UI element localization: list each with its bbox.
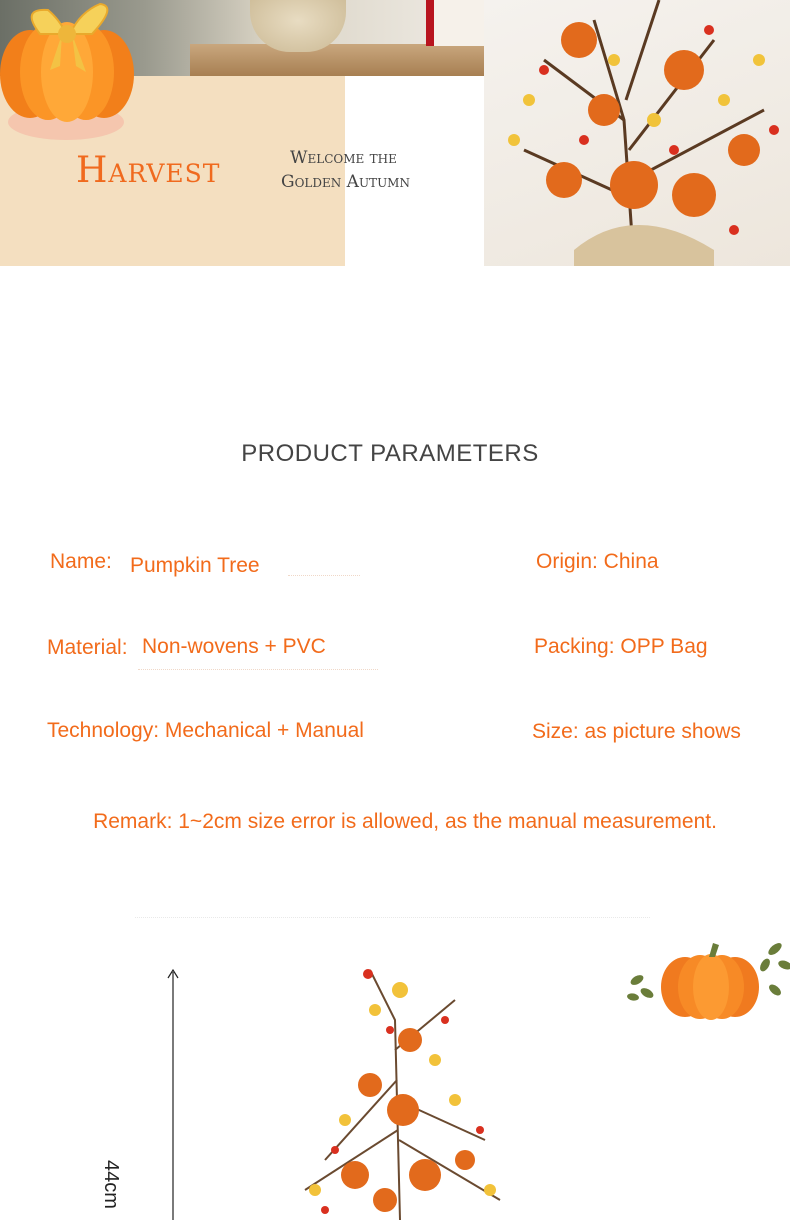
- table-top-image: [190, 44, 484, 76]
- autumn-tree-photo: [484, 0, 790, 266]
- decorative-pumpkin-icon: [625, 935, 790, 1025]
- autumn-branches-image: [484, 0, 790, 266]
- param-material-value: Non-wovens + PVC: [142, 635, 326, 658]
- remark-text: Remark: 1~2cm size error is allowed, as the manual measurement.: [93, 810, 717, 833]
- pumpkin-tree-image: [285, 960, 515, 1220]
- section-heading: PRODUCT PARAMETERS: [241, 440, 539, 467]
- param-material-label: Material:: [47, 636, 128, 659]
- name-underline: [288, 575, 360, 576]
- height-arrow-icon: [165, 968, 181, 1220]
- param-name-label: Name:: [50, 550, 112, 573]
- hero-banner: [0, 0, 790, 266]
- param-packing: Packing: OPP Bag: [534, 635, 708, 658]
- material-underline: [138, 669, 378, 670]
- banner-tagline-line2: Golden Autumn: [281, 172, 410, 192]
- banner-title: Harvest: [76, 150, 221, 191]
- banner-white-panel: [345, 76, 484, 266]
- decor-sign-image: [426, 0, 484, 46]
- banner-tagline-line1: Welcome the: [290, 148, 397, 168]
- param-origin: Origin: China: [536, 550, 659, 573]
- param-name-value: Pumpkin Tree: [130, 554, 260, 577]
- param-size: Size: as picture shows: [532, 720, 741, 743]
- height-label: 44cm: [100, 1160, 122, 1209]
- pumpkin-with-bow-image: [0, 0, 140, 140]
- section-divider: [135, 917, 650, 918]
- param-technology: Technology: Mechanical + Manual: [47, 719, 364, 742]
